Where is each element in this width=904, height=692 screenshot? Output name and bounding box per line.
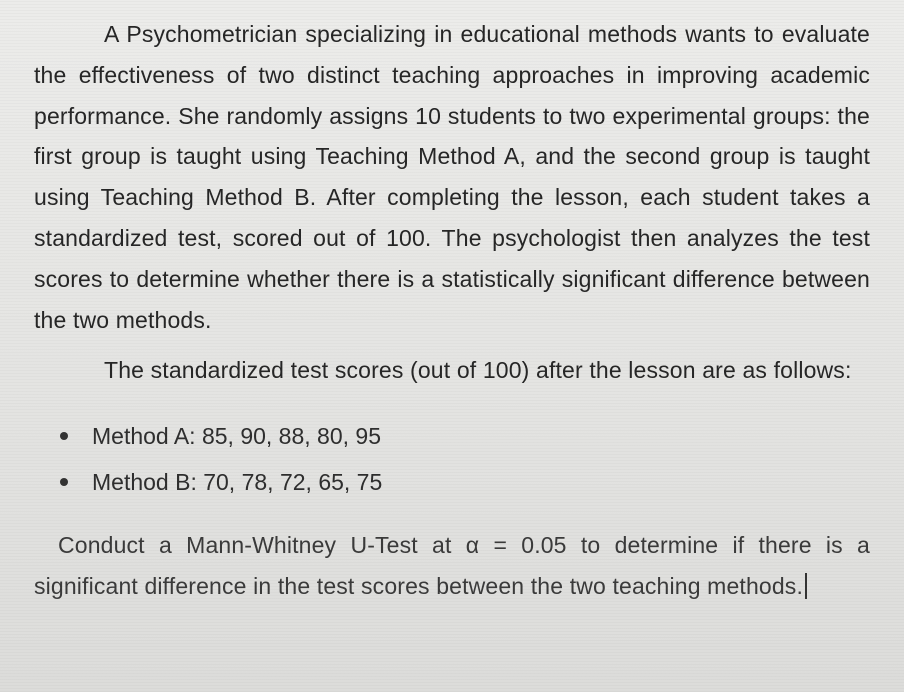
method-a-scores: Method A: 85, 90, 88, 80, 95 [92, 423, 381, 450]
scenario-paragraph: A Psychometrician specializing in educational methods wants to evaluate the effectiveness of two distinct teaching approaches in improving academic performance. She randomly assigns 10 students to two experimental groups: the first group is taught using Teaching Method A, and the second group is taught using Teaching Method B. After completing the lesson, each student takes a standardized test, scored out of 100. The psychologist then analyzes the test scores to determine whether there is a statistically significant difference between the two methods. [34, 21, 870, 333]
bullet-icon [60, 432, 68, 440]
scores-list [34, 413, 870, 505]
method-b-scores: Method B: 70, 78, 72, 65, 75 [92, 469, 383, 496]
task-text: Conduct a Mann-Whitney U-Test at α = 0.05 to determine if there is a significant difference in the test scores between the two teaching methods. [34, 532, 870, 599]
task-paragraph[interactable] [34, 525, 870, 607]
scores-intro-paragraph: The standardized test scores (out of 100) after the lesson are as follows: [104, 357, 852, 384]
bullet-icon [60, 478, 68, 486]
list-item [60, 459, 870, 505]
text-cursor-icon [805, 573, 807, 599]
list-item [60, 413, 870, 459]
